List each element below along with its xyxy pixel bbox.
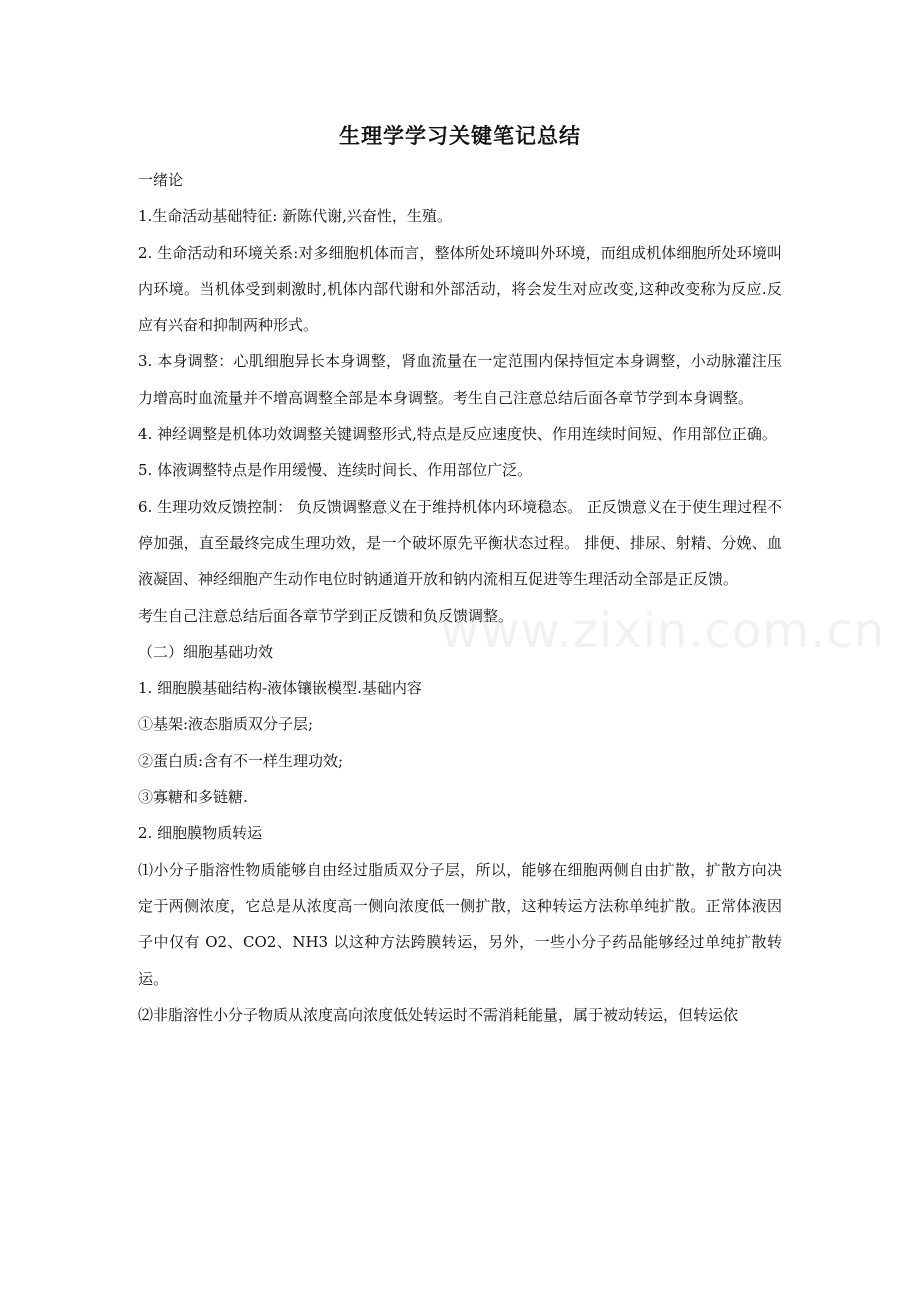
list-item: ②蛋白质:含有不一样生理功效;: [138, 751, 344, 770]
section-heading-intro: 一绪论: [138, 171, 184, 189]
paragraph: 2. 生命活动和环境关系:对多细胞机体而言，整体所处环境叫外环境，而组成机体细胞所处环境叫内环境。当机体受到刺激时,机体内部代谢和外部活动，将会发生对应改变,这种改变称为反应.反应有兴奋和抑制两种形式。: [138, 243, 782, 335]
paragraph: 1. 细胞膜基础结构-液体镶嵌模型.基础内容: [138, 679, 422, 698]
paragraph: 6. 生理功效反馈控制： 负反馈调整意义在于维持机体内环境稳态。 正反馈意义在于使生理过程不停加强，直至最终完成生理功效，是一个破坏原先平衡状态过程。 排便、排尿、射精、分娩、血液凝固、神经细胞产生动作电位时钠通道开放和钠内流相互促进等生理活动全部是正反馈。: [138, 497, 782, 589]
section-heading-cell: （二）细胞基础功效: [138, 642, 274, 661]
paragraph: 4. 神经调整是机体功效调整关键调整形式,特点是反应速度快、作用连续时间短、作用部位正确。: [138, 425, 777, 444]
list-item: ①基架:液态脂质双分子层;: [138, 715, 314, 734]
document-body: [138, 162, 782, 1033]
list-item: ③寡糖和多链糖.: [138, 788, 248, 807]
paragraph: 5. 体液调整特点是作用缓慢、连续时间长、作用部位广泛。: [138, 461, 533, 480]
paragraph: 3. 本身调整：心肌细胞异长本身调整，肾血流量在一定范围内保持恒定本身调整，小动脉灌注压力增高时血流量并不增高调整全部是本身调整。考生自己注意总结后面各章节学到本身调整。: [138, 352, 782, 407]
paragraph: ⑵非脂溶性小分子物质从浓度高向浓度低处转运时不需消耗能量，属于被动转运，但转运依: [138, 1005, 739, 1024]
paragraph: 考生自己注意总结后面各章节学到正反馈和负反馈调整。: [138, 606, 514, 625]
watermark: www.zixin.com.cn: [440, 603, 886, 659]
paragraph: 1.生命活动基础特征: 新陈代谢,兴奋性，生殖。: [138, 207, 452, 226]
document-title: 生理学学习关键笔记总结: [339, 123, 581, 148]
paragraph: ⑴小分子脂溶性物质能够自由经过脂质双分子层，所以，能够在细胞两侧自由扩散，扩散方向决定于两侧浓度，它总是从浓度高一侧向浓度低一侧扩散，这种转运方法称单纯扩散。正常体液因子中仅有 O2、CO2、NH3 以这种方法跨膜转运，另外，一些小分子药品能够经过单纯扩散转运。: [138, 860, 782, 988]
paragraph: 2. 细胞膜物质转运: [138, 824, 263, 843]
